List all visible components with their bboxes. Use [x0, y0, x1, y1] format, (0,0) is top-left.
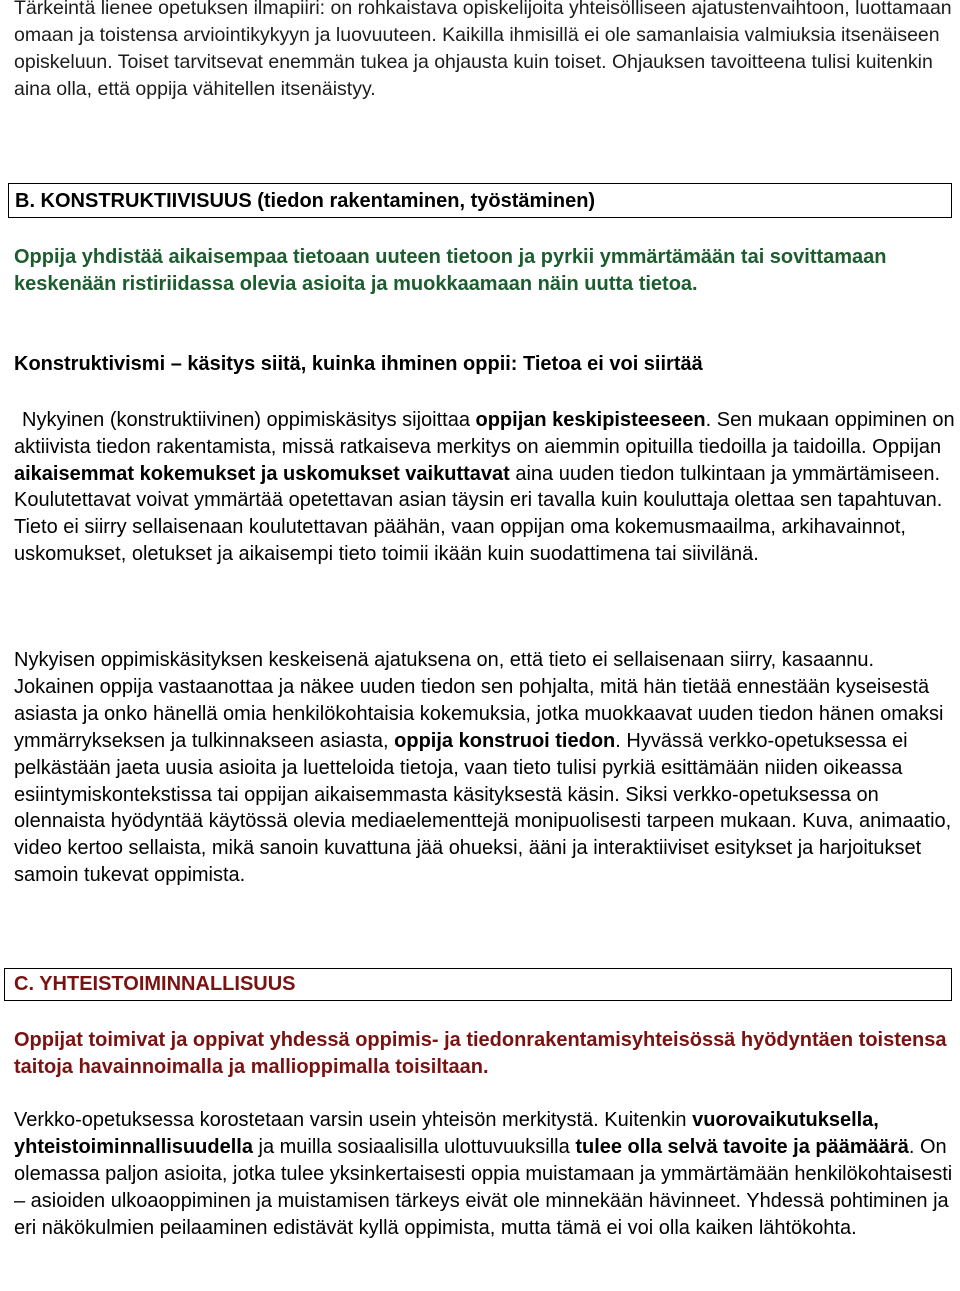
section-b-summary: Oppija yhdistää aikaisempaa tietoaan uuteen tietoon ja pyrkii ymmärtämään tai sovittamaan keskenään ristiriidassa olevia asioita ja muokkaamaan näin uutta tietoa. [14, 246, 887, 295]
bold-run: aikaisemmat kokemukset ja uskomukset vaikuttavat [14, 462, 510, 485]
text-run: Nykyinen (konstruktiivinen) oppimiskäsitys sijoittaa [22, 409, 476, 431]
text-run: aina uuden tiedon tulkintaan ja ymmärtämiseen. Koulutettavat voivat ymmärtää opetettavan asian täysin eri tavalla kuin kouluttaja olettaa sen tapahtuvan. Tieto ei siirry sellaisenaan koulutettavan päähän, vaan oppijan oma kokemusmaailma, arkihavainnot, uskomukset, oletukset ja aikaisempi tieto toimii ikään kuin suodattimena tai siivilänä. [14, 462, 943, 565]
section-c-summary: Oppijat toimivat ja oppivat yhdessä oppimis- ja tiedonrakentamisyhteisössä hyödyntäen toistensa taitoja havainnoimalla ja mallioppimalla toisiltaan. [14, 1029, 947, 1078]
text-run: . Sen mukaan oppiminen on aktiivista tiedon rakentamista, missä ratkaiseva merkitys on aiemmin opituilla tiedoilla ja taidoilla. Oppijan [14, 409, 955, 458]
bold-run: oppijan keskipisteeseen [475, 409, 706, 431]
section-c-heading: C. YHTEISTOIMINNALLISUUS [4, 968, 952, 1001]
section-b-heading: B. KONSTRUKTIIVISUUS (tiedon rakentaminen, työstäminen) [8, 183, 952, 218]
bold-run: tulee olla selvä tavoite ja päämäärä [575, 1135, 909, 1158]
bold-run: oppija konstruoi tiedon [394, 729, 616, 752]
konstruktivismi-line: Konstruktivismi – käsitys siitä, kuinka ihminen oppii: Tietoa ei voi siirtää [14, 353, 703, 375]
section-c-paragraph [14, 1107, 956, 1242]
text-run: Verkko-opetuksessa korostetaan varsin usein yhteisön merkitystä. Kuitenkin [14, 1109, 693, 1131]
intro-paragraph: Tärkeintä lienee opetuksen ilmapiiri: on rohkaistava opiskelijoita yhteisölliseen ajatustenvaihtoon, luottamaan omaan ja toistensa arviointikykyyn ja luovuuteen. Kaikilla ihmisillä ei ole samanlaisia valmiuksia itsenäiseen opiskeluun. Toiset tarvitsevat enemmän tukea ja ohjausta kuin toiset. Ohjauksen tavoitteena tulisi kuitenkin aina olla, että oppija vähitellen itsenäistyy. [14, 0, 952, 100]
text-run: ja muilla sosiaalisilla ulottuvuuksilla [252, 1135, 576, 1158]
section-b-paragraph-1 [14, 407, 956, 568]
text-run: Nykyisen oppimiskäsityksen keskeisenä ajatuksena on, että tieto ei sellaisenaan siirry, kasaannu. Jokainen oppija vastaanottaa ja näkee uuden tiedon sen pohjalta, mitä hän tietää ennestään kyseisestä asiasta ja onko hänellä omia henkilökohtaisia kokemuksia, jotka muokkaavat uuden tiedon hänen omaksi ymmärrykseksen ja tulkinnakseen asiasta, [14, 649, 944, 752]
text-run: . Hyvässä verkko-opetuksessa ei pelkästään jaeta uusia asioita ja luetteloida tietoja, vaan tieto tulisi pyrkiä esittämään niiden oikeassa esiintymiskontekstissa tai oppijan aikaisemmasta käsityksestä käsin. Siksi verkko-opetuksessa on olennaista hyödyntää käytössä olevia mediaelementtejä monipuolisesti tarpeen mukaan. Kuva, animaatio, video kertoo sellaista, mikä sanoin kuvattuna jää ohueksi, ääni ja interaktiiviset esitykset ja harjoitukset samoin tukevat oppimista. [14, 729, 952, 887]
bold-run: vuorovaikutuksella, yhteistoiminnallisuudella [14, 1109, 879, 1158]
text-run: . On olemassa paljon asioita, jotka tulee yksinkertaisesti oppia muistamaan ja ymmärtämään henkilökohtaisesti – asioiden ulkoaoppiminen ja muistamisen tärkeys eivät ole minnekään hävinneet. Yhdessä pohtiminen ja eri näkökulmien peilaaminen edistävät kyllä oppimista, mutta tämä ei voi olla kaiken lähtökohta. [14, 1135, 953, 1239]
section-b-paragraph-2 [14, 647, 956, 889]
